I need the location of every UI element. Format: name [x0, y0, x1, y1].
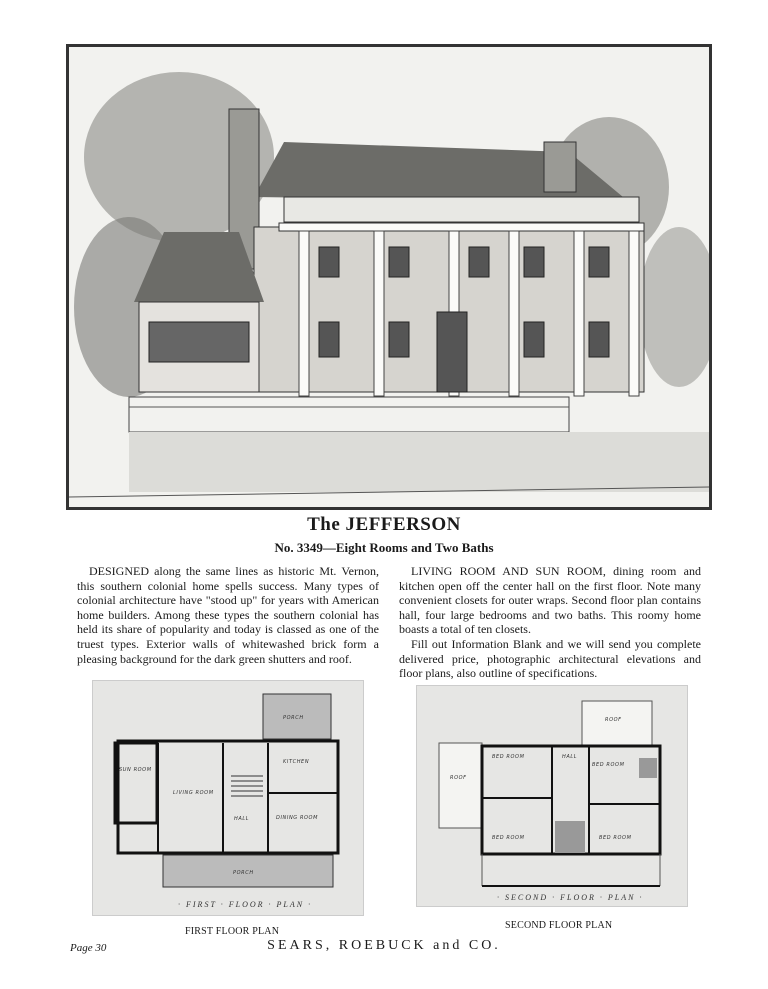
second-floor-plan	[416, 685, 688, 907]
room-label-hall: HALL	[562, 754, 578, 760]
room-label-hall: HALL	[234, 816, 250, 822]
house-illustration	[66, 44, 712, 510]
room-label-porch: PORCH	[233, 870, 254, 876]
room-label-rear-porch: PORCH	[283, 715, 304, 721]
second-floor-drawing-title: · SECOND · FLOOR · PLAN ·	[497, 893, 644, 902]
house-subtitle: No. 3349—Eight Rooms and Two Baths	[274, 540, 494, 555]
description-paragraph: DESIGNED along the same lines as historic Mt. Vernon, this southern colonial home spells success. Many types of colonial architecture have "stood up" for years with American home builders. Among these types the southern colonial has held its share of popularity and today is classed as one of the truest types. Exterior walls of whitewashed brick form a pleasing background for the dark green shutters and roof.	[77, 564, 379, 666]
room-label-bedroom-2: BED ROOM	[592, 762, 625, 768]
page-number: Page 30	[70, 942, 107, 954]
room-label-roof: ROOF	[450, 775, 467, 781]
room-label-bedroom-4: BED ROOM	[599, 835, 632, 841]
first-floor-caption: FIRST FLOOR PLAN	[185, 926, 280, 937]
second-floor-caption: SECOND FLOOR PLAN	[505, 920, 613, 931]
room-label-bedroom-1: BED ROOM	[492, 754, 525, 760]
house-title: The JEFFERSON	[307, 514, 461, 535]
room-label-sun-room: SUN ROOM	[119, 767, 152, 773]
room-label-bedroom-3: BED ROOM	[492, 835, 525, 841]
room-label-living-room: LIVING ROOM	[173, 790, 214, 796]
description-paragraph: Fill out Information Blank and we will send you complete delivered price, photographic architectural elevations and floor plans, also outline of specifications.	[399, 636, 701, 681]
first-floor-plan	[92, 680, 364, 916]
publisher-footer: SEARS, ROEBUCK and CO.	[267, 938, 501, 953]
room-label-dining-room: DINING ROOM	[276, 815, 319, 821]
description-paragraph: LIVING ROOM AND SUN ROOM, dining room and kitchen open off the center hall on the first floor. Note many convenient closets for outer wraps. Second floor plan contains hall, four large bedrooms and two baths. This roomy home boasts a total of ten closets.	[399, 564, 701, 637]
room-label-roof: ROOF	[605, 717, 622, 723]
description-right	[399, 564, 701, 681]
first-floor-drawing-title: · FIRST · FLOOR · PLAN ·	[178, 900, 313, 909]
room-label-kitchen: KITCHEN	[283, 759, 310, 765]
description-left	[77, 564, 379, 666]
